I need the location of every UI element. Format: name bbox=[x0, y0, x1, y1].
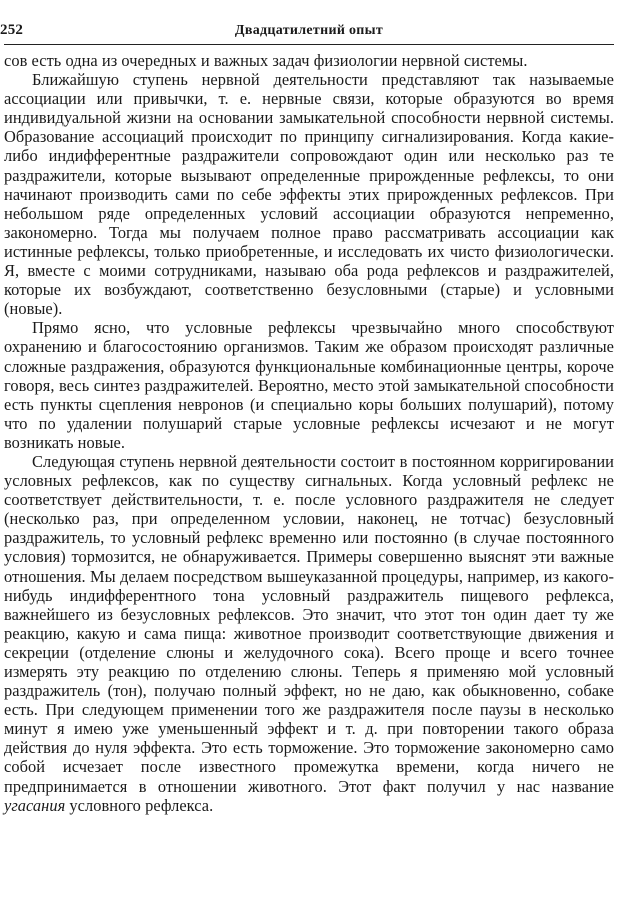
paragraph-associations: Ближайшую ступень нервной деятельности представляют так называемые ассоциации или привычки, т. е. нервные связи, которые образуются во время индивидуальной жизни на основании замыкательной способности нервной системы. Образование ассоциаций происходит по принципу сигнализирования. Когда какие-либо индифферентные раздражители сопровождают один или несколько раз те раздражители, которые вызывают определенные прирожденные рефлексы, то они начинают производить сами по себе эффекты этих прирожденных рефлексов. При небольшом ряде определенных условий ассоциации образуются непременно, закономерно. Тогда мы получаем полное право рассматривать ассоциации как истинные рефлексы, только приобретенные, и исследовать их чисто физиологически. Я, вместе с моими сотрудниками, называю оба рода рефлексов и раздражителей, которые их возбуждают, соответственно безусловными (старые) и условными (новые). bbox=[4, 70, 614, 319]
paragraph-continuation: сов есть одна из очередных и важных задач физиологии нервной системы. bbox=[4, 51, 528, 70]
book-page bbox=[0, 22, 614, 815]
paragraph-conditioned-reflexes: Прямо ясно, что условные рефлексы чрезвычайно много способствуют охранению и благосостоянию организмов. Таким же образом происходят различные сложные раздражения, образуются функциональные комбинационные центры, короче говоря, весь синтез раздражителей. Вероятно, место этой замыкательной способности есть пункты сцепления невронов (и специально коры больших полушарий), потому что по удалении полушарий старые условные рефлексы исчезают и не могут возникать новые. bbox=[4, 318, 614, 452]
paragraph-inhibition-text: Следующая ступень нервной деятельности состоит в постоянном корригировании условных рефлексов, как по существу сигнальных. Когда условный рефлекс не соответствует действительности, т. е. после условного раздражителя не следует (несколько раз, при определенном условии, наконец, не тотчас) безусловный раздражитель, то условный рефлекс временно или постоянно (в случае постоянного условия) тормозится, не обнаруживается. Примеры совершенно выяснят эти важные отношения. Мы делаем посредством вышеуказанной процедуры, например, из какого-нибудь индифферентного тона условный раздражитель пищевого рефлекса, важнейшего из безусловных рефлексов. Это значит, что этот тон один дает ту же реакцию, какую и сама пища: животное производит соответствующие движения и секреции (отделение слюны и желудочного сока). Всего проще и всего точнее измерять эту реакцию по отделению слюны. Теперь я применяю мой условный раздражитель (тон), получаю полный эффект, но не даю, как обыкновенно, собаке есть. При следующем применении того же раздражителя после паузы в несколько минут я имею уже уменьшенный эффект и т. д. при повторении такого образа действия до нуля эффекта. Это есть торможение. Это торможение закономерно само собой исчезает после известного промежутка времени, когда ничего не предпринимается в отношении животного. Этот факт получил у нас название bbox=[4, 451, 614, 796]
body-text bbox=[4, 51, 614, 815]
running-title: Двадцатилетний опыт bbox=[234, 23, 384, 38]
running-header bbox=[0, 22, 614, 45]
page-number: 252 bbox=[0, 22, 24, 38]
paragraph-inhibition-ending: условного рефлекса. bbox=[65, 795, 214, 815]
emphasis-term: угасания bbox=[4, 795, 66, 815]
paragraph-inhibition bbox=[4, 452, 614, 815]
